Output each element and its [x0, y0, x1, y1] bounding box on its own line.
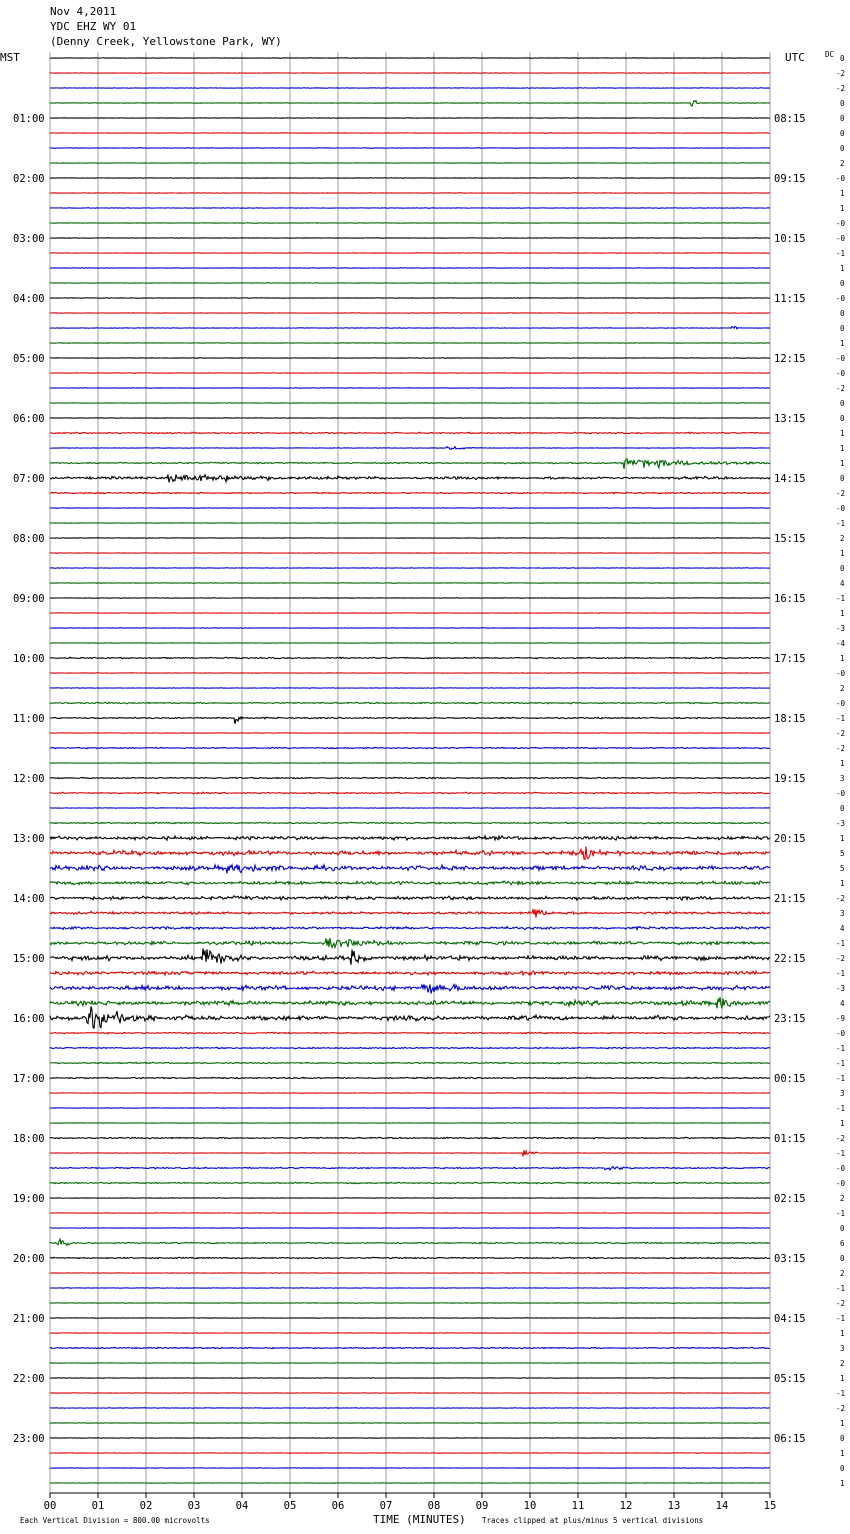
- utc-hour-labels: [774, 113, 806, 1445]
- dc-offset: 0: [840, 324, 845, 333]
- trace-55: [50, 881, 770, 885]
- trace-65: [50, 1032, 770, 1034]
- trace-29: [50, 492, 770, 494]
- dc-offset: 0: [840, 414, 845, 423]
- utc-label: 13:15: [774, 413, 806, 425]
- trace-2: [50, 88, 770, 89]
- mst-label: 06:00: [13, 413, 45, 425]
- utc-label: 22:15: [774, 953, 806, 965]
- trace-18: [50, 326, 770, 329]
- dc-offset: 0: [840, 99, 845, 108]
- dc-offset: 0: [840, 309, 845, 318]
- mst-label: 17:00: [13, 1073, 45, 1085]
- dc-offset: -0: [836, 504, 846, 513]
- dc-offset: 2: [840, 1194, 845, 1203]
- trace-86: [50, 1347, 770, 1349]
- dc-offset: -2: [836, 954, 846, 963]
- trace-35: [50, 583, 770, 584]
- x-tick-label: 06: [331, 1500, 345, 1512]
- mst-label: 03:00: [13, 233, 45, 245]
- trace-68: [50, 1077, 770, 1079]
- trace-80: [50, 1257, 770, 1259]
- utc-label: 10:15: [774, 233, 806, 245]
- x-tick-label: 11: [571, 1500, 585, 1512]
- dc-offset: 1: [840, 264, 845, 273]
- dc-label: DC: [825, 50, 835, 59]
- x-axis-title: TIME (MINUTES): [373, 1513, 466, 1526]
- mst-label: 19:00: [13, 1193, 45, 1205]
- utc-label: 11:15: [774, 293, 806, 305]
- dc-offset: 2: [840, 684, 845, 693]
- dc-offset: 1: [840, 1374, 845, 1383]
- trace-24: [50, 418, 770, 419]
- trace-33: [50, 553, 770, 554]
- dc-offset: -1: [836, 594, 846, 603]
- trace-48: [50, 777, 770, 778]
- dc-offset: 6: [840, 1239, 845, 1248]
- x-tick-label: 03: [187, 1500, 201, 1512]
- mst-label: 23:00: [13, 1433, 45, 1445]
- trace-11: [50, 223, 770, 224]
- trace-19: [50, 343, 770, 344]
- trace-79: [50, 1239, 770, 1245]
- dc-offset: 1: [840, 1329, 845, 1338]
- trace-88: [50, 1378, 770, 1379]
- trace-45: [50, 733, 770, 734]
- dc-offset: -0: [836, 174, 846, 183]
- trace-89: [50, 1393, 770, 1394]
- trace-20: [50, 358, 770, 359]
- trace-90: [50, 1408, 770, 1409]
- dc-offset: -2: [836, 489, 846, 498]
- dc-offset: -4: [836, 639, 846, 648]
- dc-offset: 1: [840, 204, 845, 213]
- trace-76: [50, 1198, 770, 1199]
- mst-label: 15:00: [13, 953, 45, 965]
- dc-offset: 0: [840, 564, 845, 573]
- dc-offset: 1: [840, 834, 845, 843]
- trace-23: [50, 403, 770, 404]
- x-tick-label: 01: [91, 1500, 105, 1512]
- clip-note: Traces clipped at plus/minus 5 vertical divisions: [482, 1516, 704, 1525]
- trace-47: [50, 763, 770, 764]
- dc-offset: -0: [836, 1164, 846, 1173]
- trace-57: [50, 909, 770, 917]
- dc-offset: 1: [840, 879, 845, 888]
- dc-offset: 2: [840, 534, 845, 543]
- dc-offset: 0: [840, 804, 845, 813]
- trace-0: [50, 58, 770, 59]
- trace-60: [50, 948, 770, 964]
- dc-offset: -2: [836, 84, 846, 93]
- trace-50: [50, 808, 770, 809]
- trace-36: [50, 598, 770, 599]
- mst-hour-labels: [13, 113, 45, 1445]
- mst-label: 08:00: [13, 533, 45, 545]
- dc-offset: 1: [840, 759, 845, 768]
- utc-label: 08:15: [774, 113, 806, 125]
- dc-offset: 5: [840, 849, 845, 858]
- dc-offset: -0: [836, 354, 846, 363]
- dc-offset: 1: [840, 1449, 845, 1458]
- dc-offset: -1: [836, 714, 846, 723]
- dc-offset: -1: [836, 1059, 846, 1068]
- trace-10: [50, 208, 770, 209]
- trace-28: [50, 475, 770, 483]
- dc-offset: -1: [836, 1044, 846, 1053]
- trace-59: [50, 938, 770, 947]
- trace-14: [50, 268, 770, 269]
- dc-offset: -0: [836, 789, 846, 798]
- utc-label: 18:15: [774, 713, 806, 725]
- utc-label: 17:15: [774, 653, 806, 665]
- trace-64: [50, 1006, 770, 1028]
- scale-note: Each Vertical Division = 800.00 microvolts: [20, 1516, 210, 1525]
- dc-offset: -0: [836, 294, 846, 303]
- mst-label: 11:00: [13, 713, 45, 725]
- utc-label: 19:15: [774, 773, 806, 785]
- x-tick-label: 00: [43, 1500, 57, 1512]
- dc-offset: -1: [836, 519, 846, 528]
- utc-label: 03:15: [774, 1253, 806, 1265]
- date-title: Nov 4,2011: [50, 5, 117, 18]
- trace-77: [50, 1213, 770, 1214]
- trace-39: [50, 643, 770, 644]
- dc-offset: 4: [840, 999, 845, 1008]
- mst-label: 12:00: [13, 773, 45, 785]
- trace-66: [50, 1047, 770, 1049]
- dc-offset: 1: [840, 609, 845, 618]
- x-tick-label: 15: [763, 1500, 777, 1512]
- trace-87: [50, 1363, 770, 1364]
- dc-offset: 1: [840, 654, 845, 663]
- dc-offset: -0: [836, 234, 846, 243]
- trace-30: [50, 508, 770, 509]
- left-zone-label: MST: [0, 51, 20, 64]
- trace-40: [50, 657, 770, 659]
- trace-3: [50, 101, 770, 106]
- dc-offset: -1: [836, 1389, 846, 1398]
- dc-offset: -3: [836, 984, 846, 993]
- dc-offset: 1: [840, 444, 845, 453]
- x-tick-label: 07: [379, 1500, 393, 1512]
- trace-54: [50, 865, 770, 874]
- x-tick-label: 10: [523, 1500, 537, 1512]
- trace-4: [50, 118, 770, 119]
- utc-label: 09:15: [774, 173, 806, 185]
- dc-offset: -1: [836, 1104, 846, 1113]
- utc-label: 23:15: [774, 1013, 806, 1025]
- dc-offset: -0: [836, 369, 846, 378]
- mst-label: 02:00: [13, 173, 45, 185]
- dc-offset: 4: [840, 579, 845, 588]
- trace-95: [50, 1483, 770, 1484]
- utc-label: 01:15: [774, 1133, 806, 1145]
- dc-offset: -0: [836, 699, 846, 708]
- dc-offset: -2: [836, 1404, 846, 1413]
- trace-12: [50, 238, 770, 239]
- x-axis-ticks: [44, 1493, 777, 1512]
- trace-43: [50, 702, 770, 704]
- trace-37: [50, 613, 770, 614]
- dc-offset: -1: [836, 1149, 846, 1158]
- trace-51: [50, 822, 770, 824]
- dc-offset: -1: [836, 969, 846, 978]
- dc-offset: -0: [836, 669, 846, 678]
- mst-label: 14:00: [13, 893, 45, 905]
- station-title: YDC EHZ WY 01: [50, 20, 137, 33]
- trace-63: [50, 997, 770, 1008]
- dc-offset: -2: [836, 384, 846, 393]
- trace-41: [50, 673, 770, 674]
- trace-67: [50, 1062, 770, 1064]
- trace-58: [50, 927, 770, 930]
- dc-offset: 1: [840, 339, 845, 348]
- trace-31: [50, 523, 770, 524]
- trace-72: [50, 1137, 770, 1139]
- utc-label: 04:15: [774, 1313, 806, 1325]
- location-title: (Denny Creek, Yellowstone Park, WY): [50, 35, 282, 48]
- trace-7: [50, 163, 770, 164]
- trace-70: [50, 1108, 770, 1109]
- mst-label: 04:00: [13, 293, 45, 305]
- dc-offset: 1: [840, 189, 845, 198]
- trace-75: [50, 1182, 770, 1184]
- dc-offset: 4: [840, 924, 845, 933]
- utc-label: 06:15: [774, 1433, 806, 1445]
- dc-offset: 0: [840, 279, 845, 288]
- trace-46: [50, 747, 770, 749]
- trace-53: [50, 846, 770, 859]
- dc-offset: 1: [840, 1479, 845, 1488]
- x-tick-label: 08: [427, 1500, 441, 1512]
- dc-offset: 1: [840, 549, 845, 558]
- dc-offset: -0: [836, 219, 846, 228]
- dc-offset: 3: [840, 1089, 845, 1098]
- dc-offset: 1: [840, 429, 845, 438]
- trace-78: [50, 1228, 770, 1229]
- utc-label: 16:15: [774, 593, 806, 605]
- trace-44: [50, 717, 770, 724]
- dc-offset: -2: [836, 1134, 846, 1143]
- trace-16: [50, 298, 770, 299]
- dc-offset: 0: [840, 1254, 845, 1263]
- mst-label: 05:00: [13, 353, 45, 365]
- dc-offset: -2: [836, 69, 846, 78]
- trace-1: [50, 73, 770, 74]
- trace-56: [50, 896, 770, 900]
- trace-52: [50, 836, 770, 840]
- trace-49: [50, 792, 770, 794]
- utc-label: 14:15: [774, 473, 806, 485]
- mst-label: 16:00: [13, 1013, 45, 1025]
- dc-offset: 0: [840, 114, 845, 123]
- trace-group: [50, 58, 770, 1484]
- trace-27: [50, 459, 770, 469]
- dc-offset: -0: [836, 1179, 846, 1188]
- x-tick-label: 12: [619, 1500, 633, 1512]
- right-zone-label: UTC: [785, 51, 805, 64]
- trace-71: [50, 1123, 770, 1124]
- dc-offset: 0: [840, 1224, 845, 1233]
- trace-42: [50, 688, 770, 689]
- trace-25: [50, 432, 770, 434]
- trace-17: [50, 313, 770, 314]
- dc-offset: 0: [840, 129, 845, 138]
- dc-offset: 1: [840, 1419, 845, 1428]
- trace-62: [50, 984, 770, 993]
- trace-69: [50, 1093, 770, 1094]
- dc-offset: -9: [836, 1014, 846, 1023]
- dc-offset: -1: [836, 1284, 846, 1293]
- dc-offset: -1: [836, 1074, 846, 1083]
- trace-22: [50, 388, 770, 389]
- utc-label: 12:15: [774, 353, 806, 365]
- dc-offset: 5: [840, 864, 845, 873]
- dc-offset: 2: [840, 159, 845, 168]
- dc-offset-labels: [836, 54, 846, 1488]
- trace-8: [50, 178, 770, 179]
- dc-offset: 3: [840, 774, 845, 783]
- mst-label: 10:00: [13, 653, 45, 665]
- dc-offset: 0: [840, 144, 845, 153]
- trace-38: [50, 628, 770, 629]
- trace-6: [50, 148, 770, 149]
- dc-offset: -1: [836, 1209, 846, 1218]
- trace-81: [50, 1273, 770, 1274]
- trace-93: [50, 1453, 770, 1454]
- trace-26: [50, 447, 770, 450]
- dc-offset: 2: [840, 1269, 845, 1278]
- trace-9: [50, 193, 770, 194]
- dc-offset: 0: [840, 399, 845, 408]
- trace-13: [50, 253, 770, 254]
- trace-34: [50, 568, 770, 569]
- x-tick-label: 04: [235, 1500, 249, 1512]
- trace-15: [50, 283, 770, 284]
- mst-label: 01:00: [13, 113, 45, 125]
- dc-offset: 0: [840, 474, 845, 483]
- trace-83: [50, 1303, 770, 1304]
- dc-offset: -1: [836, 249, 846, 258]
- dc-offset: -2: [836, 894, 846, 903]
- dc-offset: 0: [840, 1434, 845, 1443]
- dc-offset: 1: [840, 1119, 845, 1128]
- dc-offset: -2: [836, 744, 846, 753]
- trace-92: [50, 1438, 770, 1439]
- utc-label: 02:15: [774, 1193, 806, 1205]
- dc-offset: 1: [840, 459, 845, 468]
- trace-5: [50, 133, 770, 134]
- trace-85: [50, 1333, 770, 1334]
- mst-label: 18:00: [13, 1133, 45, 1145]
- trace-91: [50, 1423, 770, 1424]
- trace-84: [50, 1318, 770, 1319]
- x-tick-label: 13: [667, 1500, 681, 1512]
- dc-offset: -2: [836, 729, 846, 738]
- dc-offset: 3: [840, 909, 845, 918]
- dc-offset: -3: [836, 624, 846, 633]
- trace-94: [50, 1468, 770, 1469]
- dc-offset: -2: [836, 1299, 846, 1308]
- dc-offset: 0: [840, 54, 845, 63]
- dc-offset: -1: [836, 939, 846, 948]
- mst-label: 22:00: [13, 1373, 45, 1385]
- utc-label: 00:15: [774, 1073, 806, 1085]
- mst-label: 21:00: [13, 1313, 45, 1325]
- utc-label: 05:15: [774, 1373, 806, 1385]
- dc-offset: -0: [836, 1029, 846, 1038]
- trace-61: [50, 971, 770, 975]
- trace-32: [50, 538, 770, 539]
- x-tick-label: 09: [475, 1500, 489, 1512]
- dc-offset: 2: [840, 1359, 845, 1368]
- trace-74: [50, 1166, 770, 1169]
- utc-label: 21:15: [774, 893, 806, 905]
- mst-label: 13:00: [13, 833, 45, 845]
- x-tick-label: 14: [715, 1500, 729, 1512]
- trace-21: [50, 373, 770, 374]
- mst-label: 07:00: [13, 473, 45, 485]
- mst-label: 20:00: [13, 1253, 45, 1265]
- mst-label: 09:00: [13, 593, 45, 605]
- x-tick-label: 05: [283, 1500, 297, 1512]
- dc-offset: -3: [836, 819, 846, 828]
- trace-73: [50, 1150, 770, 1156]
- x-tick-label: 02: [139, 1500, 153, 1512]
- trace-82: [50, 1288, 770, 1289]
- utc-label: 20:15: [774, 833, 806, 845]
- dc-offset: 0: [840, 1464, 845, 1473]
- dc-offset: -1: [836, 1314, 846, 1323]
- dc-offset: 3: [840, 1344, 845, 1353]
- utc-label: 15:15: [774, 533, 806, 545]
